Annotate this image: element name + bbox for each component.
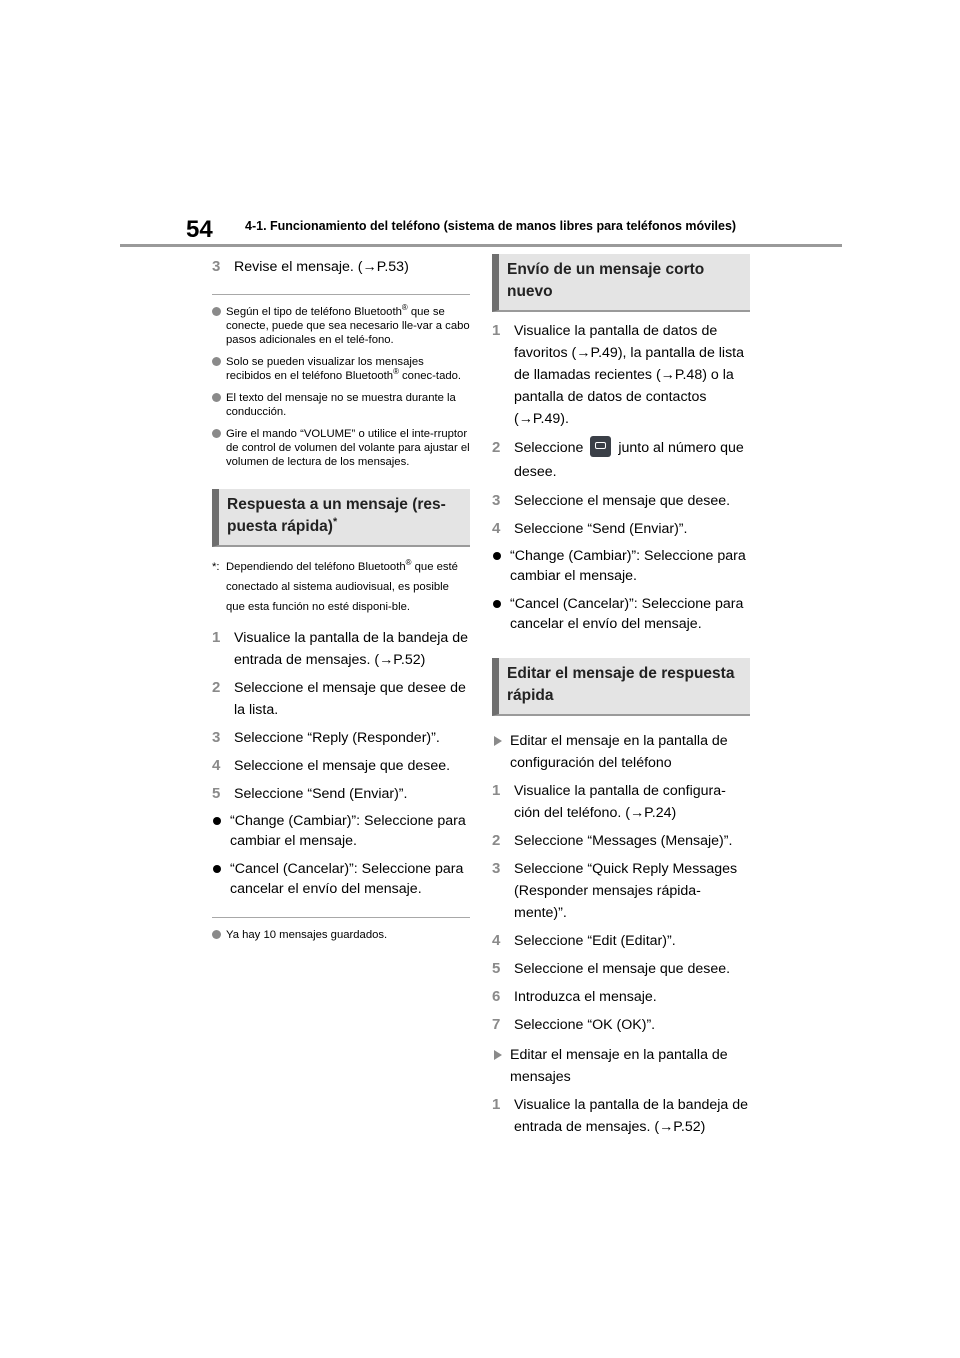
step-item bbox=[492, 490, 750, 512]
step-number: 1 bbox=[212, 629, 221, 646]
step-item bbox=[492, 320, 750, 430]
step-number: 3 bbox=[212, 258, 221, 275]
step-item bbox=[492, 858, 750, 924]
section-heading-text: Envío de un mensaje corto nuevo bbox=[507, 261, 705, 300]
bullet-item bbox=[492, 546, 750, 586]
step-number: 5 bbox=[492, 960, 501, 977]
bullet-item bbox=[492, 594, 750, 634]
note-bullet-icon bbox=[212, 930, 221, 939]
registered-mark: ® bbox=[401, 303, 408, 313]
bullet-icon bbox=[493, 552, 501, 560]
registered-mark: ® bbox=[393, 367, 399, 377]
footnote-text: Dependiendo del teléfono Bluetooth bbox=[226, 561, 406, 573]
bullet-text: “Change (Cambiar)”: Seleccione para cambiar el mensaje. bbox=[510, 548, 746, 584]
step-item bbox=[212, 727, 470, 749]
divider bbox=[212, 917, 470, 918]
section-heading-new-message bbox=[492, 254, 750, 312]
note-text: Según el tipo de teléfono Bluetooth bbox=[226, 306, 402, 318]
step-item bbox=[492, 1014, 750, 1036]
note-bullet-icon bbox=[212, 393, 221, 402]
step-number: 2 bbox=[492, 832, 501, 849]
note-item bbox=[212, 928, 470, 942]
subsection-item bbox=[492, 1044, 750, 1088]
footnote-mark: *: bbox=[212, 561, 220, 573]
bullet-text: “Change (Cambiar)”: Seleccione para cambiar el mensaje. bbox=[230, 813, 466, 849]
message-icon bbox=[590, 436, 611, 457]
note-text: conec-tado. bbox=[398, 370, 462, 382]
step-item bbox=[212, 755, 470, 777]
step-number: 3 bbox=[492, 492, 501, 509]
step-number: 3 bbox=[492, 860, 501, 877]
step-item bbox=[492, 830, 750, 852]
step-text: Seleccione el mensaje que desee. bbox=[234, 758, 451, 774]
bullet-text: “Cancel (Cancelar)”: Seleccione para cancelar el envío del mensaje. bbox=[230, 861, 464, 897]
note-text: que se conecte, puede que sea necesario lle-var a cabo pasos adicionales en el telé-fono. bbox=[226, 306, 470, 346]
triangle-bullet-icon bbox=[494, 736, 502, 746]
note-item bbox=[212, 305, 470, 347]
step-item bbox=[492, 986, 750, 1008]
step-item bbox=[212, 256, 470, 278]
step-item bbox=[492, 518, 750, 540]
header-divider bbox=[120, 244, 842, 247]
note-text: Solo se pueden visualizar los mensajes recibidos en el teléfono Bluetooth bbox=[226, 356, 424, 382]
note-item bbox=[212, 427, 470, 469]
step-text: Visualice la pantalla de la bandeja de entrada de mensajes. (→P.52) bbox=[234, 630, 469, 668]
bullet-item bbox=[212, 859, 470, 899]
step-text: Seleccione “Reply (Responder)”. bbox=[234, 730, 440, 746]
note-text: El texto del mensaje no se muestra durante la conducción. bbox=[226, 392, 456, 418]
step-number: 1 bbox=[492, 322, 501, 339]
section-heading-edit-quick-reply bbox=[492, 658, 750, 716]
bullet-icon bbox=[213, 865, 221, 873]
triangle-bullet-icon bbox=[494, 1050, 502, 1060]
note-text: Gire el mando “VOLUME” o utilice el inte-rruptor de control de volumen del volante para ajustar el volumen de lectura de los mensajes. bbox=[226, 428, 470, 468]
step-number: 4 bbox=[492, 520, 501, 537]
footnote-mark: * bbox=[332, 515, 338, 528]
left-column bbox=[212, 254, 470, 950]
step-text: Visualice la pantalla de datos de favoritos (→P.49), la pantalla de lista de llamadas recientes (→P.48) o la pantalla de datos de contactos (→P.49). bbox=[514, 323, 745, 427]
step-number: 7 bbox=[492, 1016, 501, 1033]
step-text: Seleccione el mensaje que desee. bbox=[514, 961, 731, 977]
right-column bbox=[492, 254, 750, 1144]
step-item bbox=[212, 677, 470, 721]
subsection-text: Editar el mensaje en la pantalla de mensajes bbox=[510, 1047, 728, 1085]
footnote-text: que esté conectado al sistema audiovisual, es posible que esta función no esté disponi-ble. bbox=[226, 561, 458, 613]
step-number: 1 bbox=[492, 782, 501, 799]
step-text: Visualice la pantalla de configura-ción del teléfono. (→P.24) bbox=[514, 783, 726, 821]
step-number: 1 bbox=[492, 1096, 501, 1113]
step-number: 3 bbox=[212, 729, 221, 746]
subsection-text: Editar el mensaje en la pantalla de configuración del teléfono bbox=[510, 733, 728, 771]
bullet-item bbox=[212, 811, 470, 851]
step-item bbox=[212, 783, 470, 805]
step-text: Seleccione “Edit (Editar)”. bbox=[514, 933, 676, 949]
note-item bbox=[212, 355, 470, 383]
step-text: Seleccione el mensaje que desee. bbox=[514, 493, 731, 509]
note-bullet-icon bbox=[212, 307, 221, 316]
note-bullet-icon bbox=[212, 357, 221, 366]
bullet-icon bbox=[213, 817, 221, 825]
step-number: 5 bbox=[212, 785, 221, 802]
section-heading-quick-reply bbox=[212, 489, 470, 547]
subsection-item bbox=[492, 730, 750, 774]
section-heading-text: Editar el mensaje de respuesta rápida bbox=[507, 665, 735, 704]
step-text: Seleccione “Send (Enviar)”. bbox=[514, 521, 688, 537]
section-heading-text: Respuesta a un mensaje (res-puesta rápida) bbox=[227, 496, 446, 535]
note-text: Ya hay 10 mensajes guardados. bbox=[226, 929, 388, 941]
step-text: Introduzca el mensaje. bbox=[514, 989, 657, 1005]
step-number: 4 bbox=[212, 757, 221, 774]
chapter-title: 4-1. Funcionamiento del teléfono (sistema de manos libres para teléfonos móviles) bbox=[245, 219, 737, 233]
bullet-icon bbox=[493, 600, 501, 608]
step-number: 4 bbox=[492, 932, 501, 949]
bullet-text: “Cancel (Cancelar)”: Seleccione para cancelar el envío del mensaje. bbox=[510, 596, 744, 632]
step-item bbox=[492, 958, 750, 980]
step-text: Visualice la pantalla de la bandeja de entrada de mensajes. (→P.52) bbox=[514, 1097, 749, 1135]
step-item bbox=[492, 1094, 750, 1138]
step-item bbox=[492, 436, 750, 484]
step-number: 2 bbox=[212, 679, 221, 696]
footnote bbox=[212, 557, 470, 617]
step-number: 6 bbox=[492, 988, 501, 1005]
step-item bbox=[492, 780, 750, 824]
note-item bbox=[212, 391, 470, 419]
step-item bbox=[212, 627, 470, 671]
step-number: 2 bbox=[492, 439, 501, 456]
registered-mark: ® bbox=[405, 558, 412, 568]
step-text: junto al número que desee. bbox=[514, 440, 744, 480]
step-text: Seleccione “OK (OK)”. bbox=[514, 1017, 656, 1033]
step-text: Seleccione “Messages (Mensaje)”. bbox=[514, 833, 733, 849]
step-text: Seleccione bbox=[514, 440, 584, 456]
step-text: Revise el mensaje. (→P.53) bbox=[234, 259, 409, 275]
step-text: Seleccione “Send (Enviar)”. bbox=[234, 786, 408, 802]
step-text: Seleccione “Quick Reply Messages (Responder mensajes rápida-mente)”. bbox=[514, 861, 738, 921]
note-bullet-icon bbox=[212, 429, 221, 438]
step-item bbox=[492, 930, 750, 952]
page-number: 54 bbox=[186, 216, 213, 243]
step-text: Seleccione el mensaje que desee de la lista. bbox=[234, 680, 466, 718]
divider bbox=[212, 294, 470, 295]
